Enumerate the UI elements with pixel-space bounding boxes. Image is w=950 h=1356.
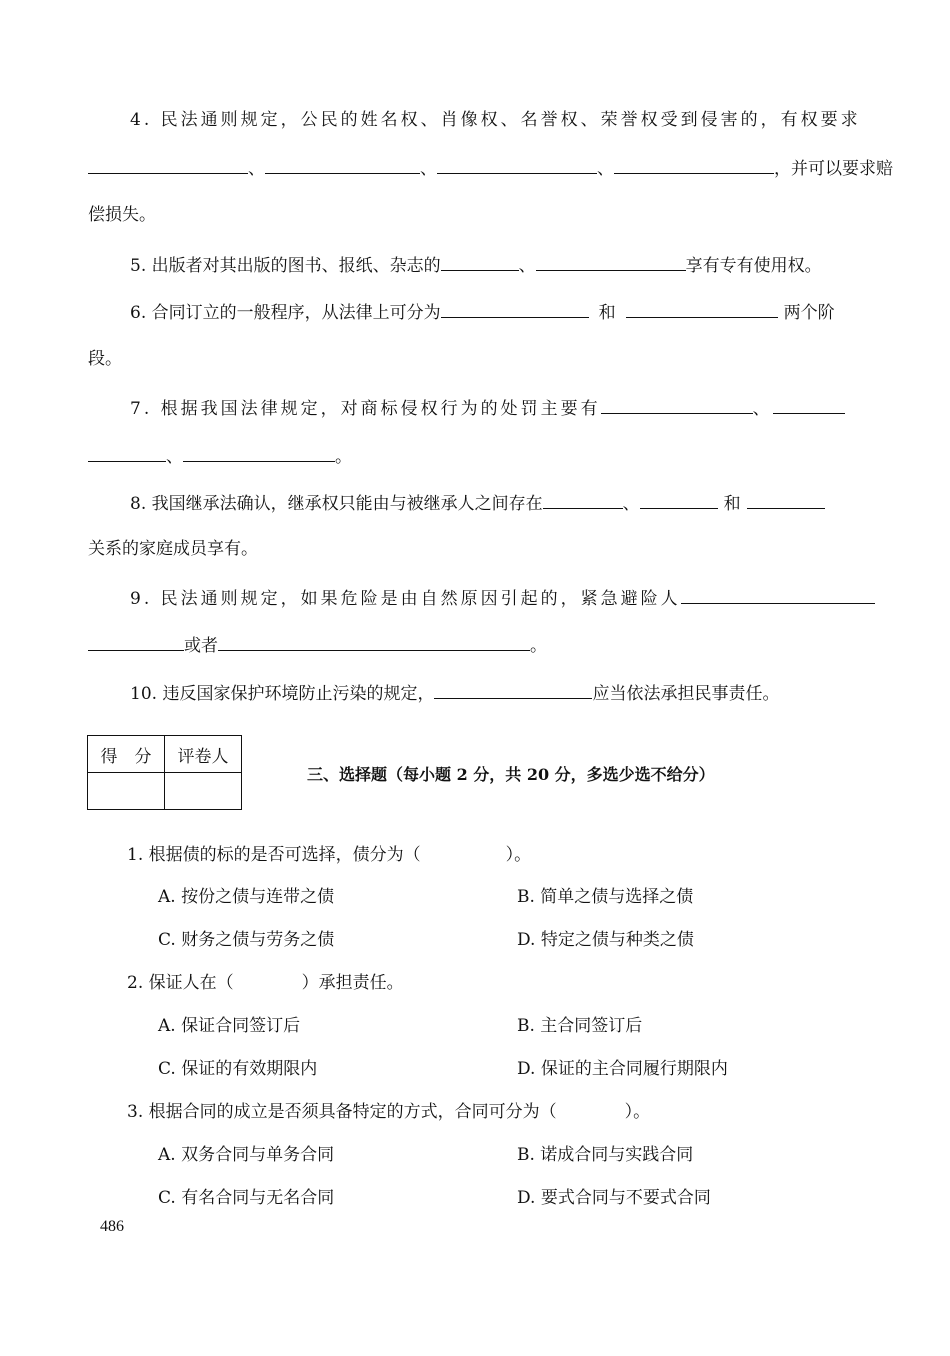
page-number: 486 — [100, 1218, 124, 1235]
question-4-continuation: 偿损失。 — [88, 205, 156, 225]
choice-2-stem: 2. 保证人在（ ）承担责任。 — [127, 973, 404, 993]
question-8: 8. 我国继承法确认，继承权只能由与被继承人之间存在 、 和 — [130, 490, 825, 516]
choice-3-option-b[interactable]: B. 诺成合同与实践合同 — [517, 1145, 694, 1165]
question-10: 10. 违反国家保护环境防止污染的规定， 应当依法承担民事责任。 — [130, 680, 779, 706]
choice-2-option-b[interactable]: B. 主合同签订后 — [517, 1016, 643, 1036]
q5-blank-1[interactable] — [441, 252, 519, 271]
question-7-continuation: 、 。 — [88, 443, 352, 469]
choice-3-option-d[interactable]: D. 要式合同与不要式合同 — [517, 1188, 711, 1208]
grader-label: 评卷人 — [165, 736, 242, 773]
q4-blank-1[interactable] — [88, 155, 248, 174]
score-table — [87, 735, 242, 810]
q4-blank-3[interactable] — [437, 155, 597, 174]
q8-blank-1[interactable] — [543, 490, 623, 509]
q8-blank-3[interactable] — [747, 490, 825, 509]
choice-1-stem: 1. 根据债的标的是否可选择，债分为（ ）。 — [127, 845, 532, 865]
choice-3-option-a[interactable]: A. 双务合同与单务合同 — [158, 1145, 335, 1165]
q4-blank-4[interactable] — [614, 155, 774, 174]
q6-blank-1[interactable] — [441, 299, 589, 318]
q4-blank-2[interactable] — [265, 155, 420, 174]
choice-2-option-d[interactable]: D. 保证的主合同履行期限内 — [517, 1059, 728, 1079]
question-4-stem — [130, 108, 861, 132]
choice-1-option-b[interactable]: B. 简单之债与选择之债 — [517, 887, 694, 907]
choice-1-option-a[interactable]: A. 按份之债与连带之债 — [158, 887, 335, 907]
q7-blank-2[interactable] — [773, 395, 845, 414]
question-7: 7. 根据我国法律规定，对商标侵权行为的处罚主要有 、 — [130, 395, 845, 421]
q5-blank-2[interactable] — [536, 252, 686, 271]
section-title: 三、选择题（每小题 2 分，共 20 分，多选少选不给分） — [307, 765, 715, 784]
choice-1-option-c[interactable]: C. 财务之债与劳务之债 — [158, 930, 335, 950]
choice-2-option-a[interactable]: A. 保证合同签订后 — [158, 1016, 301, 1036]
q8-blank-2[interactable] — [640, 490, 718, 509]
score-label: 得 分 — [88, 736, 165, 773]
question-4-blanks: 、 、 、 ，并可以要求赔 — [88, 155, 893, 181]
q7-blank-2-cont[interactable] — [88, 443, 166, 462]
q9-blank-3[interactable] — [218, 632, 530, 651]
choice-2-option-c[interactable]: C. 保证的有效期限内 — [158, 1059, 318, 1079]
q4-tail-text: ，并可以要求赔 — [774, 159, 893, 179]
question-6: 6. 合同订立的一般程序，从法律上可分为 和 两个阶 — [130, 299, 835, 325]
question-9-continuation: 或者 。 — [88, 632, 547, 658]
question-6-continuation: 段。 — [88, 349, 122, 369]
q4-lead-text: 4. 民法通则规定，公民的姓名权、肖像权、名誉权、荣誉权受到侵害的，有权要求 — [130, 110, 861, 130]
q9-blank-2[interactable] — [88, 632, 184, 651]
question-8-continuation: 关系的家庭成员享有。 — [88, 539, 258, 559]
question-5: 5. 出版者对其出版的图书、报纸、杂志的 、 享有专有使用权。 — [130, 252, 822, 278]
grader-cell[interactable] — [165, 773, 242, 810]
question-9: 9. 民法通则规定，如果危险是由自然原因引起的，紧急避险人 — [130, 585, 875, 611]
score-cell[interactable] — [88, 773, 165, 810]
choice-3-option-c[interactable]: C. 有名合同与无名合同 — [158, 1188, 335, 1208]
q9-blank-1[interactable] — [681, 585, 875, 604]
q10-blank-1[interactable] — [434, 680, 592, 699]
q7-blank-3[interactable] — [183, 443, 335, 462]
q7-blank-1[interactable] — [601, 395, 753, 414]
choice-1-option-d[interactable]: D. 特定之债与种类之债 — [517, 930, 694, 950]
q6-blank-2[interactable] — [626, 299, 778, 318]
choice-3-stem: 3. 根据合同的成立是否须具备特定的方式，合同可分为（ ）。 — [127, 1102, 651, 1122]
